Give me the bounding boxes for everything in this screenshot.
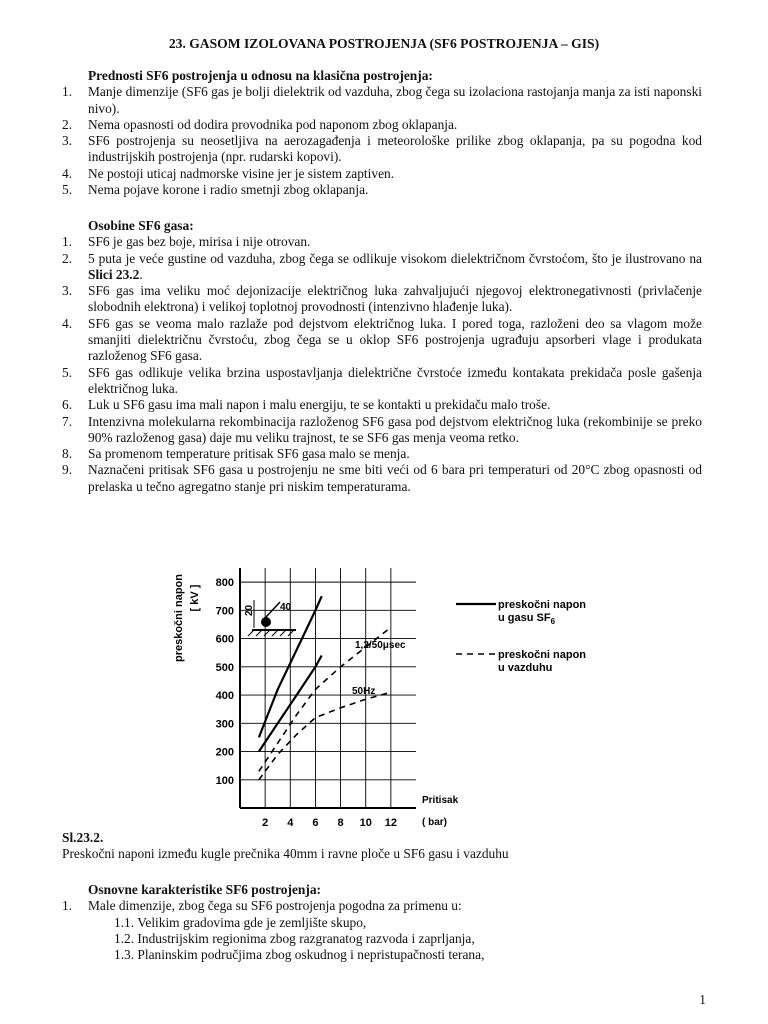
series-line (259, 692, 391, 780)
sub-item: 1.2. Industrijskim regionima zbog razgranatog razvoda i zaprljanja, (114, 930, 475, 946)
x-ticks (262, 817, 397, 829)
electrode-sketch (244, 600, 296, 636)
characteristics-list (62, 898, 702, 963)
list-item: 2. 5 puta je veće gustine od vazduha, zbog čega se odlikuje visokom dielektričnom čvrstoćom, što je ilustrovano na Slici 23.2. (62, 250, 702, 282)
list-item: 1. Male dimenzije, zbog čega su SF6 postrojenja pogodna za primenu u: 1.1. Velikim gradovima gde je zemljište skupo, 1.2. Industrijskim regionima zbog razgranatog razvoda i zaprljanja, 1.3. Planinskim područjima zbog oskudnog i nepristupačnosti terana, (62, 898, 702, 963)
impulse-annotation: 1,2/50μsec (355, 640, 406, 651)
section-heading: Osobine SF6 gasa: (88, 218, 194, 233)
figure-reference: Slici 23.2 (88, 266, 140, 282)
y-tick-label: 500 (215, 661, 234, 674)
list-item: 6. Luk u SF6 gasu ima mali napon i malu energiju, te se kontakti u prekidaču malo troše. (62, 397, 551, 413)
sub-item: 1.3. Planinskim područjima zbog oskudnog i nepristupačnosti terana, (114, 947, 485, 963)
page-title: 23. GASOM IZOLOVANA POSTROJENJA (SF6 POSTROJENJA – GIS) (168, 36, 600, 51)
caption-label: Sl.23.2. (62, 830, 104, 845)
x-axis-label: Pritisak (422, 795, 459, 806)
y-axis-label: preskočni napon (173, 573, 185, 663)
y-ticks (216, 577, 234, 787)
section-characteristics (62, 882, 702, 963)
figure-caption (62, 830, 702, 863)
section-properties (62, 218, 702, 495)
section-advantages (62, 68, 702, 198)
list-item: 1. Manje dimenzije (SF6 gas je bolji dielektrik od vazduha, zbog čega su izolaciona rastojanja manja za isti naponski nivo). (62, 84, 702, 116)
y-tick-label: 700 (215, 605, 234, 618)
section-heading: Prednosti SF6 postrojenja u odnosu na klasična postrojenja: (88, 68, 433, 83)
legend-air-label: preskočni napon (498, 649, 587, 661)
caption-text: Preskočni naponi između kugle prečnika 40mm i ravne ploče u SF6 gasu i vazduhu (62, 846, 509, 862)
ac-annotation: 50Hz (352, 686, 376, 697)
chart-legend (456, 599, 586, 674)
list-item: 2. Nema opasnosti od dodira provodnika pod naponom zbog oklapanja. (62, 116, 458, 132)
y-tick-label: 300 (215, 718, 234, 731)
x-tick-label: 2 (262, 817, 269, 829)
properties-list (62, 234, 702, 495)
chart-grid (240, 568, 416, 808)
y-tick-label: 800 (215, 577, 234, 590)
list-item: 8. Sa promenom temperature pritisak SF6 gasa malo se menja. (62, 446, 410, 462)
x-tick-label: 10 (359, 817, 372, 829)
list-item: 9. Naznačeni pritisak SF6 gasa u postrojenju ne sme biti veći od 6 bara pri temperaturi od 20°C zbog opasnosti od prelaska u tečno agregatno stanje pri niskim temperaturama. (62, 462, 702, 494)
list-item: 5. SF6 gas odlikuje velika brzina uspostavljanja dielektrične čvrstoće između kontakata prekidača posle gašenja električnog luka. (62, 364, 702, 396)
legend-sf6-label-2: u gasu $SF_6$ (498, 612, 556, 626)
list-item: 4. Ne postoji uticaj nadmorske visine jer je sistem zaptiven. (62, 165, 395, 181)
list-item: 7. Intenzivna molekularna rekombinacija razloženog SF6 gasa pod dejstvom električnog luka (rekombinije se preko 90% razloženog gasa) daje mu veliku trajnost, te se SF6 gas menja veoma retko. (62, 413, 702, 445)
legend-air-label-2: u vazduhu (498, 662, 553, 674)
breakdown-voltage-chart (160, 518, 620, 830)
legend-sf6-label: preskočni napon (498, 599, 587, 611)
list-item: 1. SF6 je gas bez boje, mirisa i nije otrovan. (62, 234, 311, 250)
x-tick-label: 12 (384, 817, 397, 829)
list-item: 4. SF6 gas se veoma malo razlaže pod dejstvom električnog luka. I pored toga, razloženi deo sa vlagom može smanjiti dielektričnu čvrstoću, zbog čega se u oklop SF6 postrojenja ugrađuju apsorberi vlage i produkata razloženog SF6 gasa. (62, 315, 702, 364)
list-item: 3. SF6 postrojenja su neosetljiva na aerozagađenja i meteorološke prilike zbog oklapanja, pa su pogodna kod industrijskih postrojenja (npr. rudarski kopovi). (62, 133, 702, 165)
x-axis-unit: ( bar) (422, 817, 447, 828)
page-number: 1 (699, 992, 706, 1007)
x-tick-label: 8 (337, 817, 344, 829)
list-item: 3. SF6 gas ima veliku moć dejonizacije električnog luka zahvaljujući njegovoj elektronegativnosti (privlačenje slobodnih elektrona) i velikoj toplotnoj provodnosti (intenzivno hlađenje luka). (62, 283, 702, 315)
x-tick-label: 6 (312, 817, 319, 829)
y-tick-label: 400 (215, 690, 234, 703)
list-item: 5. Nema pojave korone i radio smetnji zbog oklapanja. (62, 182, 369, 198)
advantages-list (62, 84, 702, 198)
ball-label: 40 (280, 602, 292, 613)
x-tick-label: 4 (287, 817, 294, 829)
y-tick-label: 200 (215, 746, 234, 759)
sub-item: 1.1. Velikim gradovima gde je zemljište skupo, (114, 914, 367, 930)
y-tick-label: 600 (215, 633, 234, 646)
section-heading: Osnovne karakteristike SF6 postrojenja: (88, 882, 321, 897)
y-tick-label: 100 (215, 774, 234, 787)
gap-label: 20 (244, 604, 255, 616)
y-axis-unit: [ kV ] (189, 584, 201, 612)
